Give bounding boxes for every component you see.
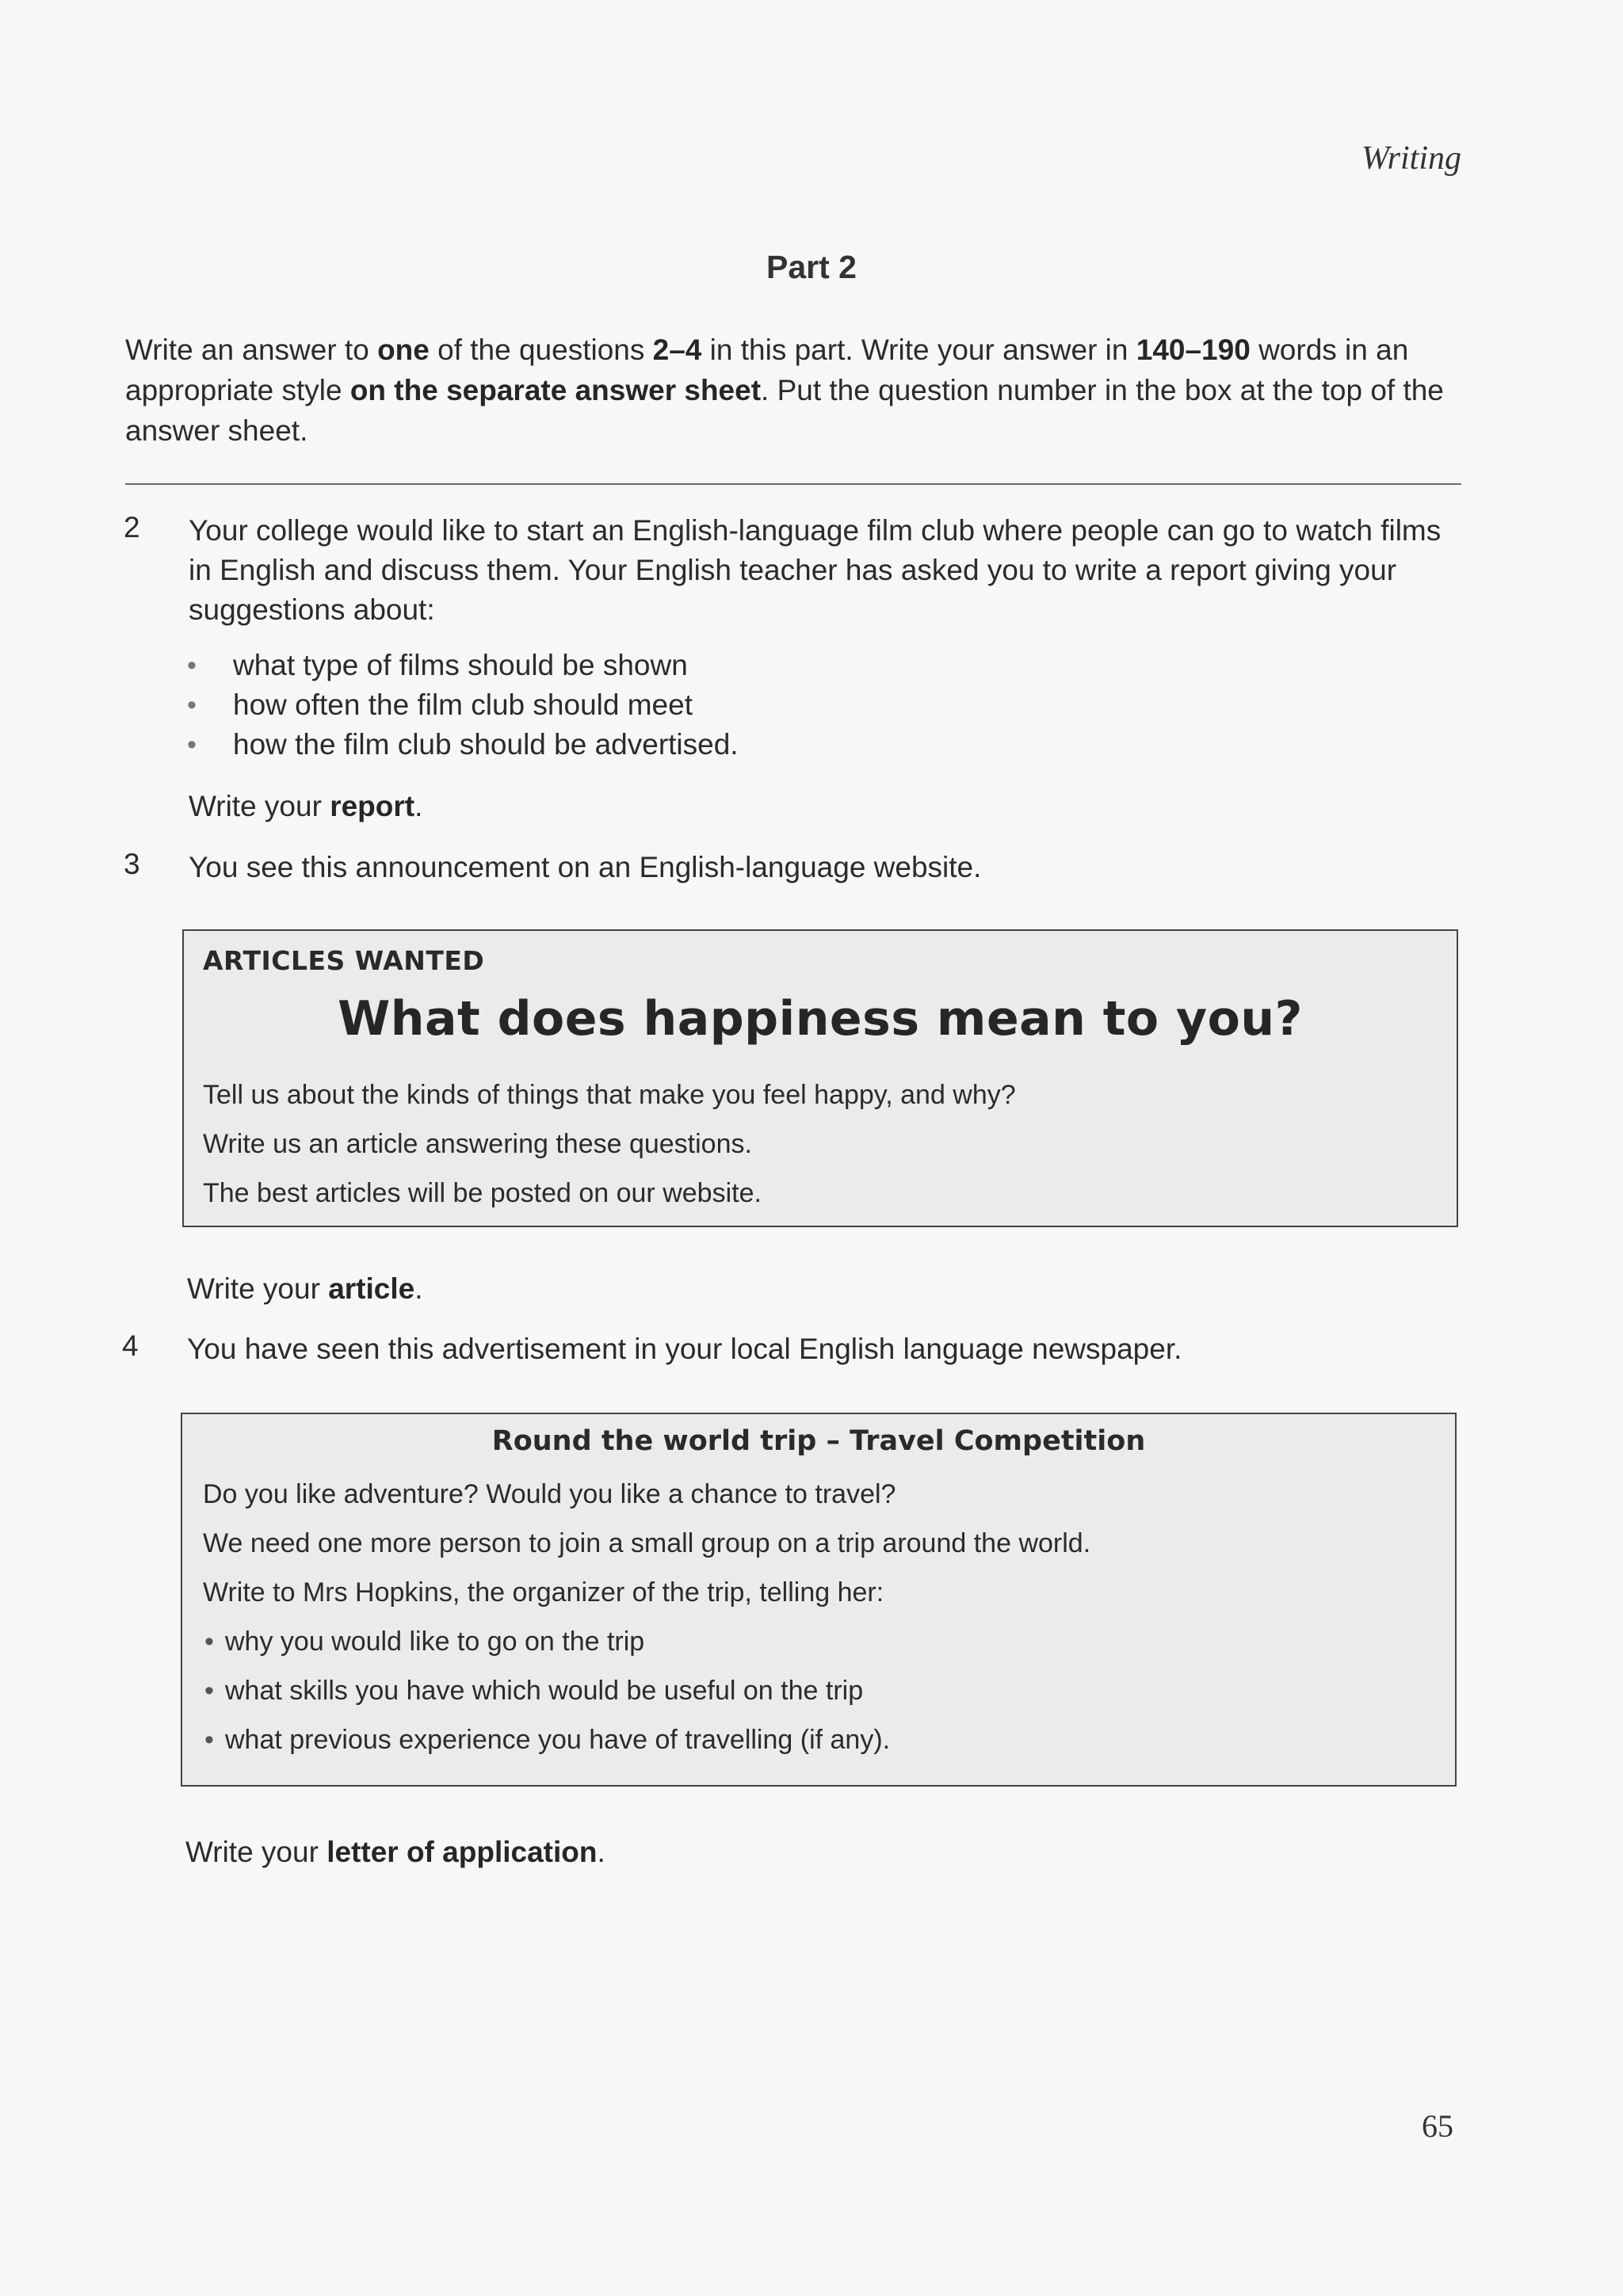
- intro-bold: 140–190: [1136, 334, 1251, 366]
- bullet-item: • why you would like to go on the trip: [203, 1617, 1439, 1666]
- intro-text: . Put the question number in the box at the top of the answer sheet.: [125, 374, 1444, 447]
- announcement-line: Write us an article answering these questions.: [203, 1129, 752, 1159]
- page-number: 65: [1422, 2108, 1453, 2144]
- part-title: Part 2: [766, 249, 857, 285]
- question-4-instruction: [185, 1833, 605, 1872]
- question-number-2: 2: [124, 511, 140, 543]
- advertisement-line: Write to Mrs Hopkins, the organizer of the trip, telling her:: [203, 1577, 884, 1608]
- intro-bold: on the separate answer sheet: [349, 374, 762, 406]
- bullet-item: • how often the film club should meet: [187, 685, 1376, 725]
- advertisement-box: [181, 1413, 1457, 1787]
- question-2-bullets: [187, 646, 1376, 765]
- advertisement-heading: Round the world trip – Travel Competition: [491, 1425, 1146, 1457]
- bullet-item: • what previous experience you have of travelling (if any).: [203, 1715, 1439, 1764]
- instruction-bold: letter of application: [327, 1836, 598, 1868]
- question-4-text: You have seen this advertisement in your local English language newspaper.: [187, 1333, 1182, 1365]
- bullet-item: • what type of films should be shown: [187, 646, 1376, 685]
- intro-text: words in an appropriate style: [125, 334, 1409, 406]
- divider-rule: [125, 483, 1461, 485]
- instruction-text: Write your: [187, 1272, 329, 1305]
- announcement-body: [203, 1070, 1439, 1218]
- instruction-text: .: [414, 1272, 423, 1305]
- instruction-bold: article: [328, 1272, 415, 1305]
- instruction-text: .: [414, 790, 423, 822]
- part-instructions: [125, 330, 1504, 451]
- instruction-bold: report: [330, 790, 415, 822]
- announcement-box: [182, 929, 1458, 1227]
- running-head: Writing: [1361, 140, 1461, 177]
- intro-bold: one: [377, 334, 430, 366]
- intro-text: Write an answer to: [125, 334, 378, 366]
- advertisement-line: We need one more person to join a small group on a trip around the world.: [203, 1528, 1091, 1558]
- advertisement-bullets: [203, 1617, 1439, 1764]
- bullet-item: • how the film club should be advertised.: [187, 725, 1376, 765]
- instruction-text: Write your: [189, 790, 330, 822]
- intro-bold: 2–4: [652, 334, 702, 366]
- announcement-line: Tell us about the kinds of things that make you feel happy, and why?: [203, 1080, 1016, 1110]
- question-3-text: You see this announcement on an English-language website.: [189, 851, 982, 883]
- instruction-text: .: [597, 1836, 605, 1868]
- question-2-text: Your college would like to start an English-language film club where people can go to watch films in English and discuss them. Your English teacher has asked you to write a report giving your suggestions about:: [189, 514, 1442, 626]
- announcement-label: ARTICLES WANTED: [203, 945, 485, 976]
- question-3-instruction: [187, 1269, 423, 1309]
- intro-text: in this part. Write your answer in: [701, 334, 1136, 366]
- question-2-instruction: [189, 787, 422, 826]
- announcement-line: The best articles will be posted on our website.: [203, 1178, 762, 1208]
- announcement-headline: What does happiness mean to you?: [338, 991, 1303, 1047]
- bullet-item: • what skills you have which would be useful on the trip: [203, 1666, 1439, 1715]
- advertisement-body: [203, 1470, 1439, 1764]
- question-number-4: 4: [122, 1329, 139, 1362]
- advertisement-line: Do you like adventure? Would you like a chance to travel?: [203, 1479, 896, 1509]
- instruction-text: Write your: [185, 1836, 327, 1868]
- question-number-3: 3: [124, 848, 140, 880]
- intro-text: of the questions: [429, 334, 653, 366]
